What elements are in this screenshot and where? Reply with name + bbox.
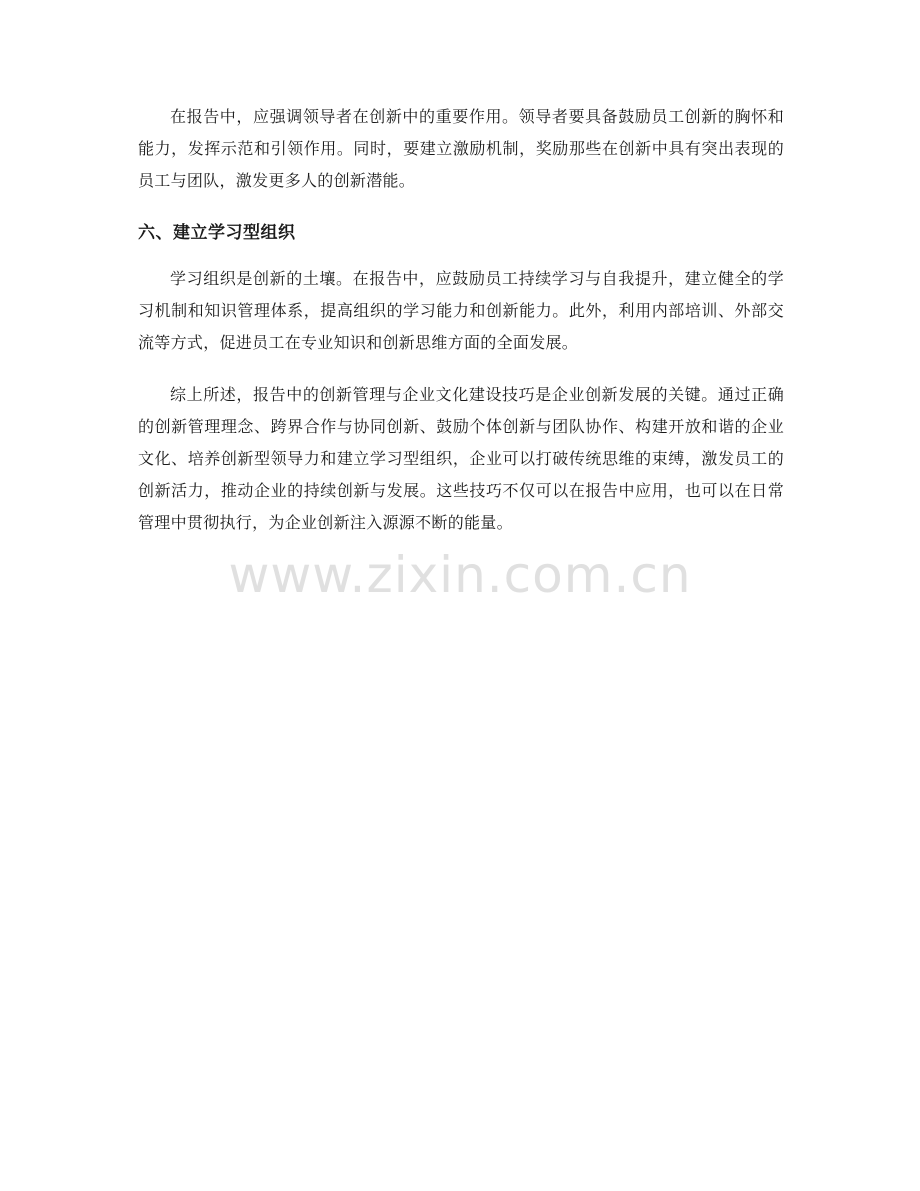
- watermark-text: www.zixin.com.cn: [228, 546, 692, 604]
- document-body: [138, 101, 784, 559]
- paragraph-conclusion: 综上所述，报告中的创新管理与企业文化建设技巧是企业创新发展的关键。通过正确的创新管理理念、跨界合作与协同创新、鼓励个体创新与团队协作、构建开放和谐的企业文化、培养创新型领导力和建立学习型组织，企业可以打破传统思维的束缚，激发员工的创新活力，推动企业的持续创新与发展。这些技巧不仅可以在报告中应用，也可以在日常管理中贯彻执行，为企业创新注入源源不断的能量。: [138, 385, 784, 532]
- paragraph-learning-organization: 学习组织是创新的土壤。在报告中，应鼓励员工持续学习与自我提升，建立健全的学习机制和知识管理体系，提高组织的学习能力和创新能力。此外，利用内部培训、外部交流等方式，促进员工在专业知识和创新思维方面的全面发展。: [138, 269, 784, 352]
- paragraph-leadership: 在报告中，应强调领导者在创新中的重要作用。领导者要具备鼓励员工创新的胸怀和能力，发挥示范和引领作用。同时，要建立激励机制，奖励那些在创新中具有突出表现的员工与团队，激发更多人的创新潜能。: [138, 107, 784, 190]
- section-heading-learning-organization: 六、建立学习型组织: [138, 223, 296, 243]
